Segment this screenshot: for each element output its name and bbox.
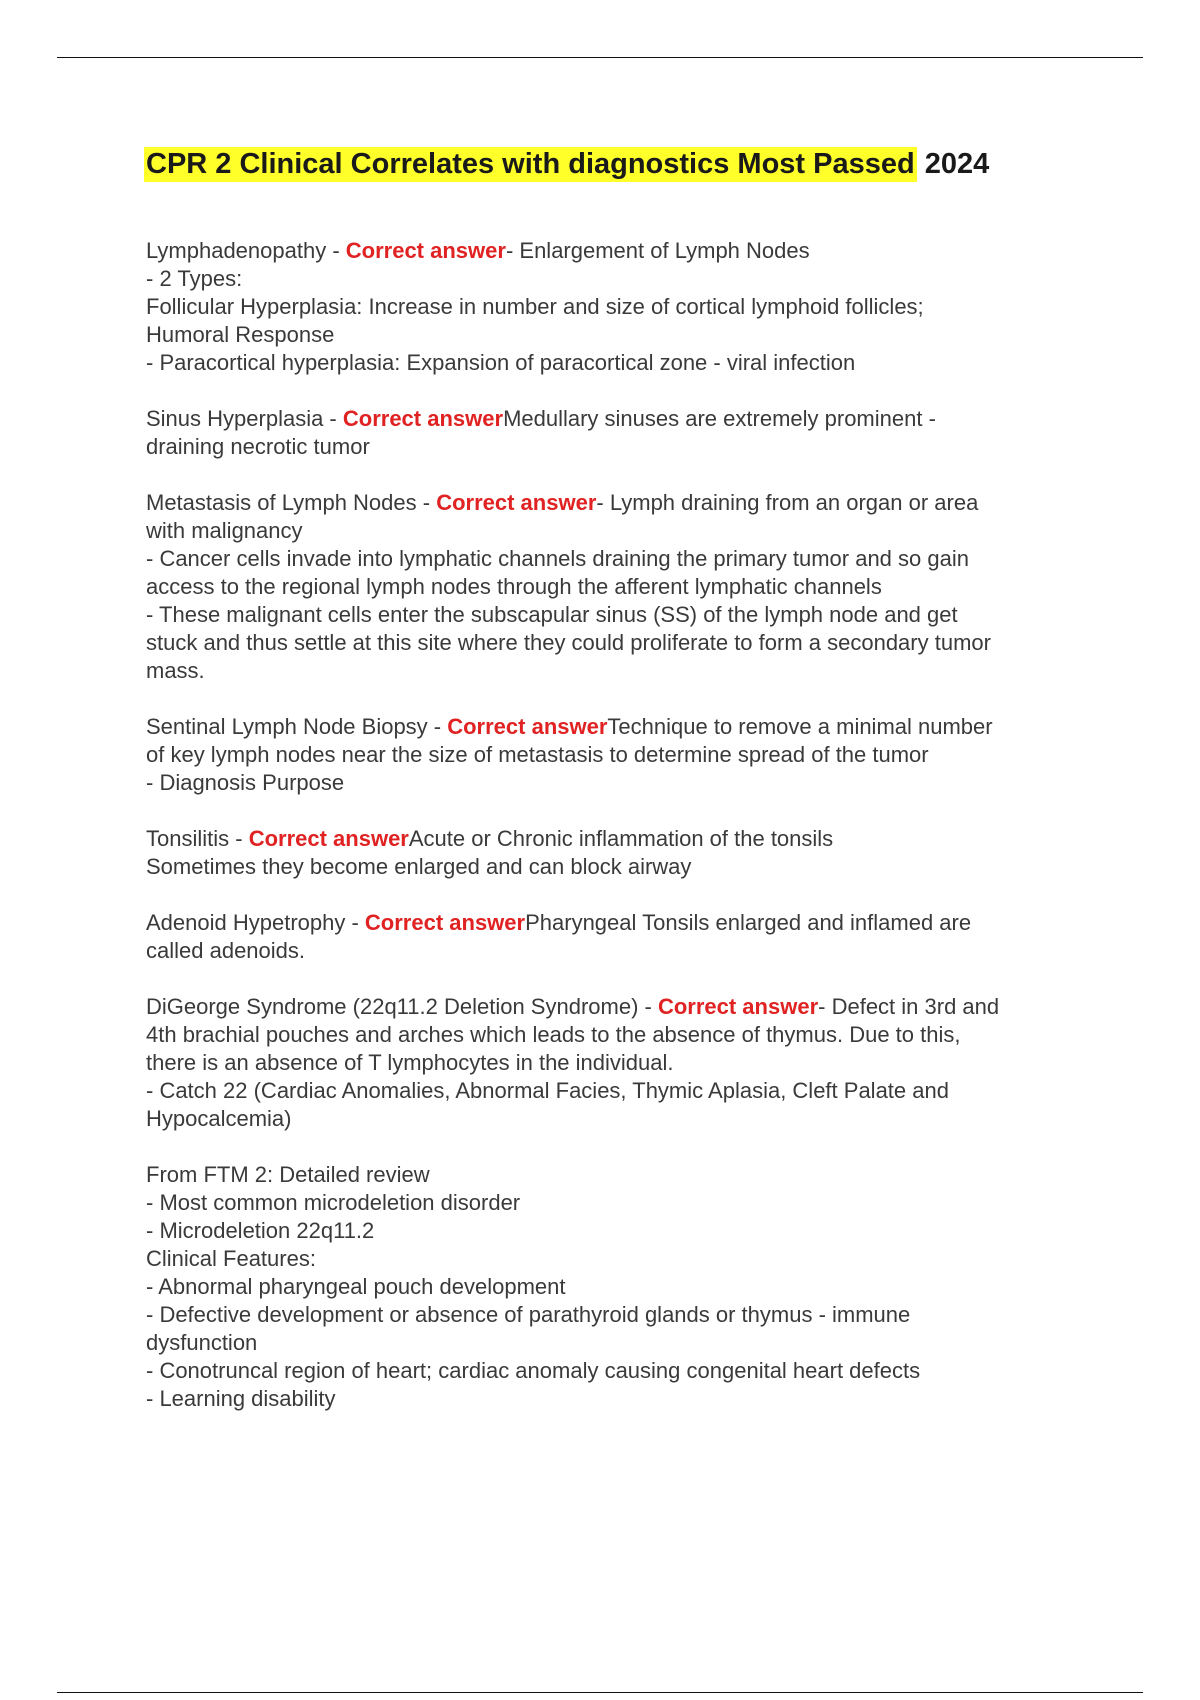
qa-line: Humoral Response — [146, 322, 335, 347]
review-line: - Defective development or absence of parathyroid glands or thymus - immune — [146, 1302, 911, 1327]
qa-line: Follicular Hyperplasia: Increase in number and size of cortical lymphoid follicles; — [146, 294, 924, 319]
review-line: - Microdeletion 22q11.2 — [146, 1218, 375, 1243]
qa-term: Lymphadenopathy - — [146, 238, 346, 263]
qa-line: - These malignant cells enter the subscapular sinus (SS) of the lymph node and get — [146, 602, 958, 627]
qa-answer: Technique to remove a minimal number — [607, 714, 993, 739]
qa-entry-sinus-hyperplasia — [146, 405, 1086, 461]
correct-answer-label: Correct answer — [436, 490, 597, 515]
qa-entry-adenoid-hypetrophy — [146, 909, 1086, 965]
qa-entry-lymphadenopathy — [146, 237, 1086, 377]
qa-term: Sinus Hyperplasia - — [146, 406, 343, 431]
qa-line: Sometimes they become enlarged and can block airway — [146, 854, 692, 879]
qa-line: 4th brachial pouches and arches which leads to the absence of thymus. Due to this, — [146, 1022, 961, 1047]
review-line: - Most common microdeletion disorder — [146, 1190, 521, 1215]
qa-first-line — [146, 993, 1086, 1021]
document-title — [144, 144, 989, 184]
qa-line: with malignancy — [146, 518, 303, 543]
qa-line: of key lymph nodes near the size of metastasis to determine spread of the tumor — [146, 742, 929, 767]
qa-answer: - Lymph draining from an organ or area — [596, 490, 979, 515]
qa-first-line — [146, 237, 1086, 265]
qa-first-line — [146, 713, 1086, 741]
correct-answer-label: Correct answer — [345, 238, 506, 263]
qa-line: called adenoids. — [146, 938, 306, 963]
qa-line: - Paracortical hyperplasia: Expansion of paracortical zone - viral infection — [146, 350, 856, 375]
qa-line: stuck and thus settle at this site where they could proliferate to form a secondary tumor — [146, 630, 991, 655]
review-line: Clinical Features: — [146, 1246, 316, 1271]
qa-term: Adenoid Hypetrophy - — [146, 910, 365, 935]
correct-answer-label: Correct answer — [248, 826, 409, 851]
qa-line: Hypocalcemia) — [146, 1106, 292, 1131]
bottom-divider — [57, 1692, 1143, 1693]
title-highlight: CPR 2 Clinical Correlates with diagnostics Most Passed — [146, 148, 915, 180]
correct-answer-label: Correct answer — [342, 406, 504, 431]
qa-first-line — [146, 489, 1086, 517]
qa-answer: - Enlargement of Lymph Nodes — [505, 238, 810, 263]
qa-term: Sentinal Lymph Node Biopsy - — [146, 714, 448, 739]
qa-first-line — [146, 405, 1086, 433]
qa-term: Tonsilitis - — [146, 826, 249, 851]
qa-line: mass. — [146, 658, 205, 683]
correct-answer-label: Correct answer — [657, 994, 819, 1019]
document-body — [146, 237, 1086, 1441]
qa-answer: Pharyngeal Tonsils enlarged and inflamed are — [525, 910, 972, 935]
qa-first-line — [146, 909, 1086, 937]
qa-line: - Cancer cells invade into lymphatic channels draining the primary tumor and so gain — [146, 546, 969, 571]
qa-term: Metastasis of Lymph Nodes - — [146, 490, 437, 515]
qa-line: - 2 Types: — [146, 266, 243, 291]
qa-answer: Medullary sinuses are extremely prominent - — [503, 406, 936, 431]
review-line: - Learning disability — [146, 1386, 336, 1411]
review-section — [146, 1161, 1086, 1413]
qa-entry-digeorge — [146, 993, 1086, 1133]
qa-entry-metastasis — [146, 489, 1086, 685]
top-divider — [57, 57, 1143, 58]
qa-answer: Acute or Chronic inflammation of the tonsils — [408, 826, 834, 851]
correct-answer-label: Correct answer — [364, 910, 526, 935]
qa-first-line — [146, 825, 1086, 853]
qa-line: - Catch 22 (Cardiac Anomalies, Abnormal Facies, Thymic Aplasia, Cleft Palate and — [146, 1078, 949, 1103]
review-line: - Abnormal pharyngeal pouch development — [146, 1274, 566, 1299]
review-line: - Conotruncal region of heart; cardiac anomaly causing congenital heart defects — [146, 1358, 921, 1383]
qa-entry-tonsilitis — [146, 825, 1086, 881]
qa-term: DiGeorge Syndrome (22q11.2 Deletion Syndrome) - — [146, 994, 658, 1019]
correct-answer-label: Correct answer — [447, 714, 608, 739]
title-year: 2024 — [924, 148, 990, 180]
qa-line: access to the regional lymph nodes through the afferent lymphatic channels — [146, 574, 882, 599]
qa-line: - Diagnosis Purpose — [146, 770, 345, 795]
qa-line: draining necrotic tumor — [146, 434, 370, 459]
review-line: dysfunction — [146, 1330, 258, 1355]
qa-answer: - Defect in 3rd and — [818, 994, 1000, 1019]
qa-entry-sentinal-biopsy — [146, 713, 1086, 797]
qa-line: there is an absence of T lymphocytes in the individual. — [146, 1050, 674, 1075]
review-line: From FTM 2: Detailed review — [146, 1162, 430, 1187]
